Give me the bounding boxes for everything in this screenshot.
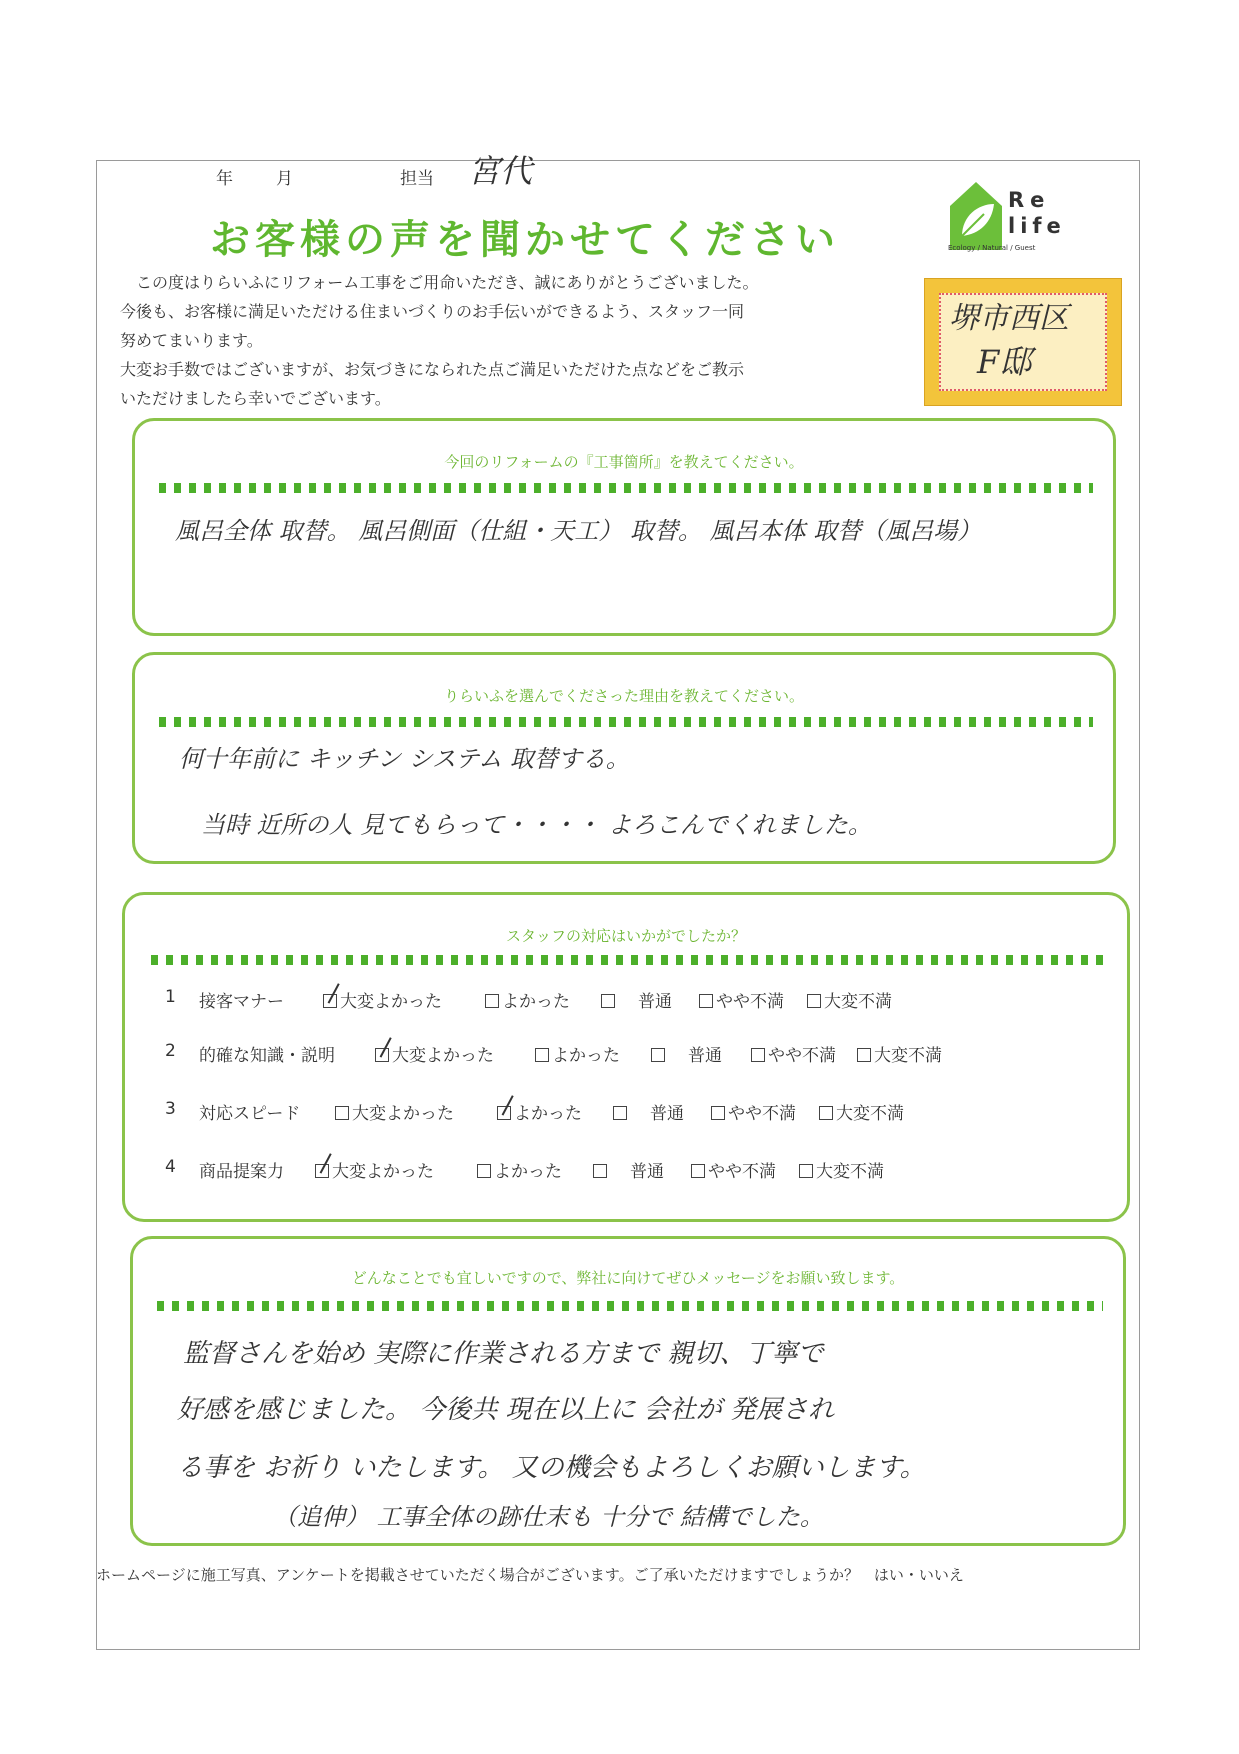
checkbox[interactable] <box>593 1164 607 1178</box>
option-very-bad[interactable]: 大変不満 <box>819 1099 904 1124</box>
option-normal[interactable]: 普通 <box>593 1157 664 1182</box>
dotted-divider <box>159 717 1093 727</box>
row-number: 1 <box>165 987 176 1007</box>
checkbox[interactable] <box>335 1106 349 1120</box>
dotted-divider <box>159 483 1093 493</box>
intro-line: 努めてまいります。 <box>120 331 263 350</box>
location-answer: 風呂全体 取替。 風呂側面（仕組・天工） 取替。 風呂本体 取替（風呂場） <box>175 517 982 545</box>
checkbox-checked[interactable] <box>375 1048 389 1062</box>
checkbox[interactable] <box>819 1106 833 1120</box>
option-very-good[interactable]: 大変よかった <box>323 987 442 1012</box>
checkbox[interactable] <box>651 1048 665 1062</box>
checkbox[interactable] <box>535 1048 549 1062</box>
checkbox[interactable] <box>807 994 821 1008</box>
message-section <box>130 1236 1126 1546</box>
consent-question: ホームページに施工写真、アンケートを掲載させていただく場合がございます。ご了承いただけますでしょうか？ <box>96 1566 860 1584</box>
row-label: 的確な知識・説明 <box>199 1046 335 1066</box>
reason-answer-line2: 当時 近所の人 見てもらって・・・・ よろこんでくれました。 <box>201 811 872 839</box>
option-slightly-bad[interactable]: やや不満 <box>699 987 784 1012</box>
option-slightly-bad[interactable]: やや不満 <box>751 1041 836 1066</box>
logo-text-top: Re <box>1008 188 1051 212</box>
logo-text-bottom: life <box>1008 214 1066 238</box>
checkbox-checked[interactable] <box>323 994 337 1008</box>
row-number: 2 <box>165 1041 176 1061</box>
option-good[interactable]: よかった <box>535 1041 620 1066</box>
checkbox[interactable] <box>613 1106 627 1120</box>
row-label: 商品提案力 <box>199 1162 284 1182</box>
intro-text <box>120 268 920 413</box>
checkbox[interactable] <box>485 994 499 1008</box>
option-very-good[interactable]: 大変よかった <box>315 1157 434 1182</box>
message-line: る事を お祈り いたします。 又の機会もよろしくお願いします。 <box>177 1453 926 1483</box>
row-label: 接客マナー <box>199 992 284 1012</box>
reason-section <box>132 652 1116 864</box>
month-label: 月 <box>276 169 293 189</box>
checkbox[interactable] <box>699 994 713 1008</box>
dotted-divider <box>157 1301 1103 1311</box>
checkbox[interactable] <box>477 1164 491 1178</box>
message-title: どんなことでも宜しいですので、弊社に向けてぜひメッセージをお願い致します。 <box>351 1269 905 1287</box>
consent-separator: ・ <box>903 1566 919 1584</box>
relife-logo <box>948 178 1088 254</box>
option-very-good[interactable]: 大変よかった <box>375 1041 494 1066</box>
staff-label: 担当 <box>400 169 434 189</box>
intro-line: この度はりらいふにリフォーム工事をご用命いただき、誠にありがとうございました。 <box>136 273 759 292</box>
page-title: お客様の声を聞かせてください <box>210 217 840 263</box>
intro-line: いただけましたら幸いでございます。 <box>120 389 391 408</box>
row-label: 対応スピード <box>199 1104 301 1124</box>
location-title: 今回のリフォームの『工事箇所』を教えてください。 <box>444 453 804 471</box>
reason-title: りらいふを選んでくださった理由を教えてください。 <box>443 687 804 705</box>
option-good[interactable]: よかった <box>497 1099 582 1124</box>
option-very-bad[interactable]: 大変不満 <box>857 1041 942 1066</box>
checkbox-checked[interactable] <box>497 1106 511 1120</box>
footer-consent <box>96 1564 964 1585</box>
consent-no[interactable]: いいえ <box>918 1566 964 1584</box>
option-normal[interactable]: 普通 <box>651 1041 722 1066</box>
checkbox[interactable] <box>799 1164 813 1178</box>
option-very-good[interactable]: 大変よかった <box>335 1099 454 1124</box>
option-good[interactable]: よかった <box>485 987 570 1012</box>
location-section <box>132 418 1116 636</box>
stamp-area: 堺市西区 <box>949 301 1069 336</box>
staff-name: 宮代 <box>468 152 533 190</box>
option-very-bad[interactable]: 大変不満 <box>807 987 892 1012</box>
checkbox[interactable] <box>601 994 615 1008</box>
customer-stamp <box>924 278 1122 406</box>
option-normal[interactable]: 普通 <box>613 1099 684 1124</box>
staff-section <box>122 892 1130 1222</box>
row-number: 4 <box>165 1157 176 1177</box>
consent-yes[interactable]: はい <box>873 1566 904 1584</box>
message-line: 監督さんを始め 実際に作業される方まで 親切、丁寧で <box>183 1339 824 1369</box>
message-line: 好感を感じました。 今後共 現在以上に 会社が 発展され <box>177 1395 835 1425</box>
option-very-bad[interactable]: 大変不満 <box>799 1157 884 1182</box>
year-label: 年 <box>216 169 233 189</box>
option-normal[interactable]: 普通 <box>601 987 672 1012</box>
checkbox[interactable] <box>751 1048 765 1062</box>
message-line: （追伸） 工事全体の跡仕末も 十分で 結構でした。 <box>273 1503 824 1531</box>
option-slightly-bad[interactable]: やや不満 <box>711 1099 796 1124</box>
checkbox[interactable] <box>691 1164 705 1178</box>
option-good[interactable]: よかった <box>477 1157 562 1182</box>
reason-answer-line1: 何十年前に キッチン システム 取替する。 <box>179 745 630 773</box>
checkbox[interactable] <box>857 1048 871 1062</box>
staff-title: スタッフの対応はいかがでしたか？ <box>505 927 746 945</box>
dotted-divider <box>151 955 1107 965</box>
option-slightly-bad[interactable]: やや不満 <box>691 1157 776 1182</box>
logo-tagline: Ecology / Natural / Guest <box>948 244 1036 252</box>
intro-line: 大変お手数ではございますが、お気づきになられた点ご満足いただけた点などをご教示 <box>120 360 745 379</box>
intro-line: 今後も、お客様に満足いただける住まいづくりのお手伝いができるよう、スタッフ一同 <box>120 302 745 321</box>
row-number: 3 <box>165 1099 176 1119</box>
stamp-customer: F邸 <box>977 343 1032 381</box>
checkbox-checked[interactable] <box>315 1164 329 1178</box>
checkbox[interactable] <box>711 1106 725 1120</box>
